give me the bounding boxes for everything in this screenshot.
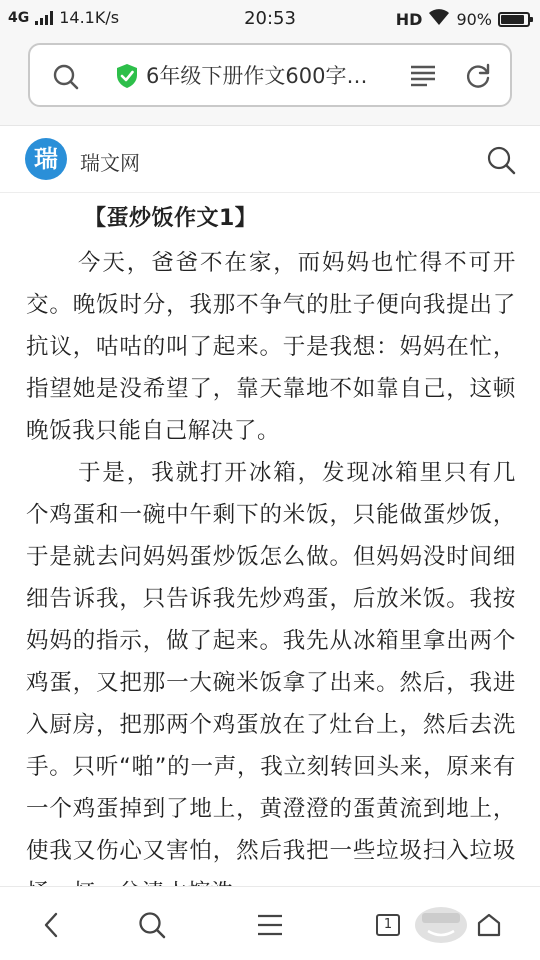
clock: 20:53: [244, 8, 296, 29]
status-bar: [0, 0, 540, 36]
article-paragraph: 于是，我就打开冰箱，发现冰箱里只有几个鸡蛋和一碗中午剩下的米饭，只能做蛋炒饭，于是就去问妈妈蛋炒饭怎么做。但妈妈没时间细细告诉我，只告诉我先炒鸡蛋，后放米饭。我按妈妈的指示，做了起来。我先从冰箱里拿出两个鸡蛋，又把那一大碗米饭拿了出来。然后，我进入厨房，把那两个鸡蛋放在了灶台上，然后去洗手。只听“啪”的一声，我立刻转回头来，原来有一个鸡蛋掉到了地上，黄澄澄的蛋黄流到地上，使我又伤心又害怕，然后我把一些垃圾扫入垃圾: [26, 460, 516, 864]
battery-percent: 90%: [456, 9, 492, 29]
battery-fill: [501, 15, 524, 24]
article-heading: 【蛋炒饭作文1】: [84, 206, 258, 231]
battery-icon: [498, 12, 530, 27]
search-icon[interactable]: [52, 63, 80, 95]
browser-toolbar: [0, 36, 540, 126]
site-logo[interactable]: 瑞: [25, 138, 67, 180]
hd-indicator: HD: [395, 9, 423, 29]
menu-icon[interactable]: [252, 907, 288, 943]
site-header: [0, 127, 540, 193]
page-title[interactable]: 6年级下册作文600字…: [146, 64, 368, 88]
wifi-icon: [428, 8, 450, 30]
tabs-icon[interactable]: [370, 907, 406, 943]
search-icon[interactable]: [486, 145, 516, 179]
network-speed: 14.1K/s: [59, 8, 120, 27]
menu-lines-icon[interactable]: [410, 65, 436, 91]
shield-check-icon[interactable]: [116, 63, 138, 93]
status-right: [396, 8, 530, 30]
address-bar[interactable]: [28, 43, 512, 107]
reload-icon[interactable]: [464, 62, 492, 94]
network-type: 4G: [8, 9, 30, 26]
search-icon[interactable]: [134, 907, 170, 943]
article-body: [26, 196, 516, 886]
back-icon[interactable]: [34, 907, 70, 943]
mascot-icon: [412, 899, 470, 945]
site-name[interactable]: 瑞文网: [80, 151, 140, 175]
article-paragraph: 今天，爸爸不在家，而妈妈也忙得不可开交。晚饭时分，我那不争气的肚子便向我提出了抗议，咕咕的叫了起来。于是我想：妈妈在忙，指望她是没希望了，靠天靠地不如靠自己，这顿晚饭我只能自己解决了。: [26, 250, 516, 444]
bottom-nav: [0, 886, 540, 960]
home-icon[interactable]: [471, 907, 507, 943]
tab-count: 1: [376, 914, 400, 936]
